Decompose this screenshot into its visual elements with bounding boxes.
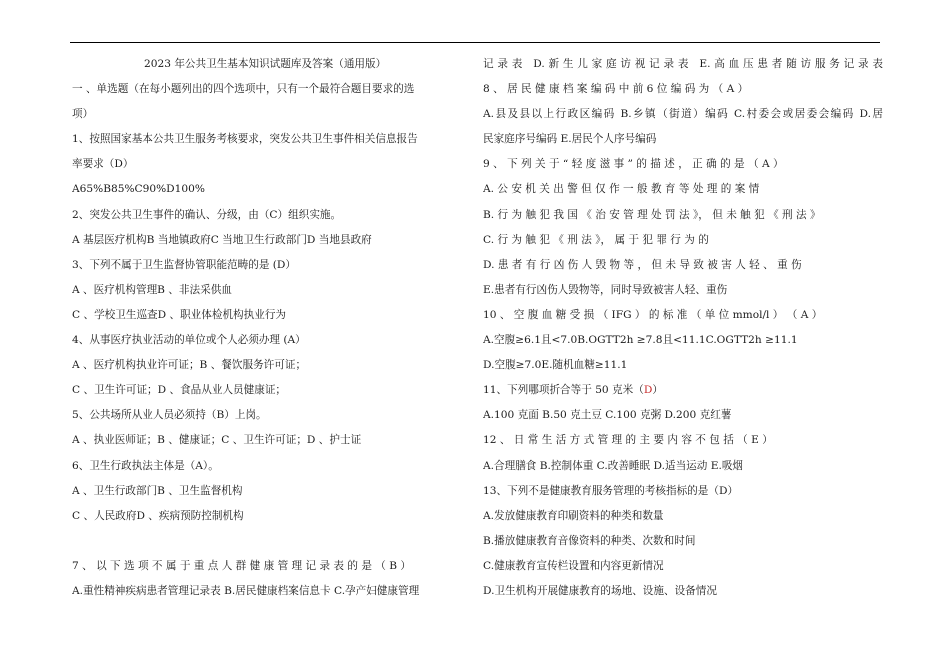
- blank-line: [72, 529, 468, 554]
- document-title: 2023 年公共卫生基本知识试题库及答案（通用版）: [144, 58, 387, 70]
- question-13-option-b: B.播放健康教育音像资料的种类、次数和时间: [483, 534, 696, 547]
- question-6-options-1: A 、卫生行政部门B 、卫生监督机构: [72, 484, 243, 497]
- question-4-options-1: A 、医疗机构执业许可证；B 、餐饮服务许可证；: [72, 359, 307, 372]
- question-9-option-d: D. 患 者 有 行 凶 伤 人 毁 物 等 ， 但 未 导 致 被 害 人 轻 、 重 伤: [483, 258, 802, 271]
- question-11-suffix: ）: [652, 384, 663, 397]
- question-10-options-1: A.空腹≥6.1且<7.0B.OGTT2h ≥7.8且<11.1C.OGTT2h ≥11.1: [483, 334, 798, 347]
- question-2: 2、突发公共卫生事件的确认、分级，由（C）组织实施。: [72, 208, 342, 221]
- question-9-option-c: C. 行 为 触 犯 《 刑 法 》， 属 于 犯 罪 行 为 的: [483, 233, 709, 246]
- question-4: 4、从事医疗执业活动的单位或个人必须办理 (A）: [72, 334, 306, 347]
- question-11: [483, 378, 883, 403]
- question-5-options: A 、执业医师证；B 、健康证；C 、卫生许可证；D 、护士证: [72, 434, 362, 447]
- question-11-text: 11、下列哪项折合等于 50 克米（: [483, 384, 644, 397]
- question-6-options-2: C 、人民政府D 、疾病预防控制机构: [72, 509, 244, 522]
- question-1-cont: 率要求（D）: [72, 158, 134, 171]
- question-3-options-2: C 、学校卫生巡查D 、职业体检机构执业行为: [72, 308, 287, 321]
- right-column: [483, 52, 883, 604]
- question-9-option-b: B. 行 为 触 犯 我 国 《 治 安 管 理 处 罚 法 》， 但 未 触 犯 《 刑 法 》: [483, 208, 821, 221]
- question-8-options-cont: 民家庭序号编码 E.居民个人序号编码: [483, 133, 657, 146]
- question-7-options: A.重性精神疾病患者管理记录表 B.居民健康档案信息卡 C.孕产妇健康管理: [72, 584, 420, 597]
- question-5: 5、公共场所从业人员必须持（B）上岗。: [72, 409, 267, 422]
- question-8-options: A.县及县以上行政区编码 B.乡镇（街道）编码 C.村委会或居委会编码 D.居: [483, 108, 883, 121]
- header-rule: [70, 42, 880, 43]
- section-heading-cont: 项）: [72, 108, 94, 121]
- section-heading: 一 、单选题（在每小题列出的四个选项中，只有一个最符合题目要求的选: [72, 83, 415, 96]
- question-13-option-c: C.健康教育宣传栏设置和内容更新情况: [483, 559, 664, 572]
- question-1: 1、按照国家基本公共卫生服务考核要求，突发公共卫生事件相关信息报告: [72, 133, 418, 146]
- question-3-options-1: A 、医疗机构管理B 、非法采供血: [72, 283, 232, 296]
- question-6: 6、卫生行政执法主体是（A）。: [72, 459, 219, 472]
- question-7: 7 、 以 下 选 项 不 属 于 重 点 人 群 健 康 管 理 记 录 表 的 是 （ B ）: [72, 559, 411, 572]
- question-12: 12 、 日 常 生 活 方 式 管 理 的 主 要 内 容 不 包 括 （ E ）: [483, 434, 773, 447]
- question-9-option-e: E.患者有行凶伤人毁物等，同时导致被害人轻、重伤: [483, 283, 728, 296]
- question-9: 9 、 下 列 关 于 “ 轻 度 滋 事 ” 的 描 述 ， 正 确 的 是 （ A ）: [483, 158, 784, 171]
- question-8: 8 、 居 民 健 康 档 案 编 码 中 前 6 位 编 码 为 （ A ）: [483, 83, 749, 96]
- question-10-options-2: D.空腹≥7.0E.随机血糖≥11.1: [483, 359, 628, 372]
- question-13-option-d: D.卫生机构开展健康教育的场地、设施、设备情况: [483, 584, 717, 597]
- left-column: [72, 52, 468, 604]
- question-13-option-a: A.发放健康教育印刷资料的种类和数量: [483, 509, 664, 522]
- question-2-options: A 基层医疗机构B 当地镇政府C 当地卫生行政部门D 当地县政府: [72, 233, 372, 246]
- question-4-options-2: C 、卫生许可证；D 、食品从业人员健康证；: [72, 384, 287, 397]
- question-11-options: A.100 克面 B.50 克土豆 C.100 克粥 D.200 克红薯: [483, 409, 732, 422]
- question-9-option-a: A. 公 安 机 关 出 警 但 仅 作 一 般 教 育 等 处 理 的 案 情: [483, 183, 760, 196]
- question-11-answer: D: [643, 384, 653, 397]
- question-1-options: A65%B85%C90%D100%: [72, 183, 205, 196]
- question-10: 10 、 空 腹 血 糖 受 损 （ IFG ） 的 标 准 （ 单 位 mmol/l ） （ A ）: [483, 308, 823, 321]
- question-7-options-cont: 记录表 D.新生儿家庭访视记录表 E.高血压患者随访服务记录表: [483, 58, 883, 70]
- question-12-options: A.合理膳食 B.控制体重 C.改善睡眠 D.适当运动 E.吸烟: [483, 459, 744, 472]
- question-3: 3、下列不属于卫生监督协管职能范畴的是 (D）: [72, 258, 297, 271]
- question-13: 13、下列不是健康教育服务管理的考核指标的是（D）: [483, 484, 739, 497]
